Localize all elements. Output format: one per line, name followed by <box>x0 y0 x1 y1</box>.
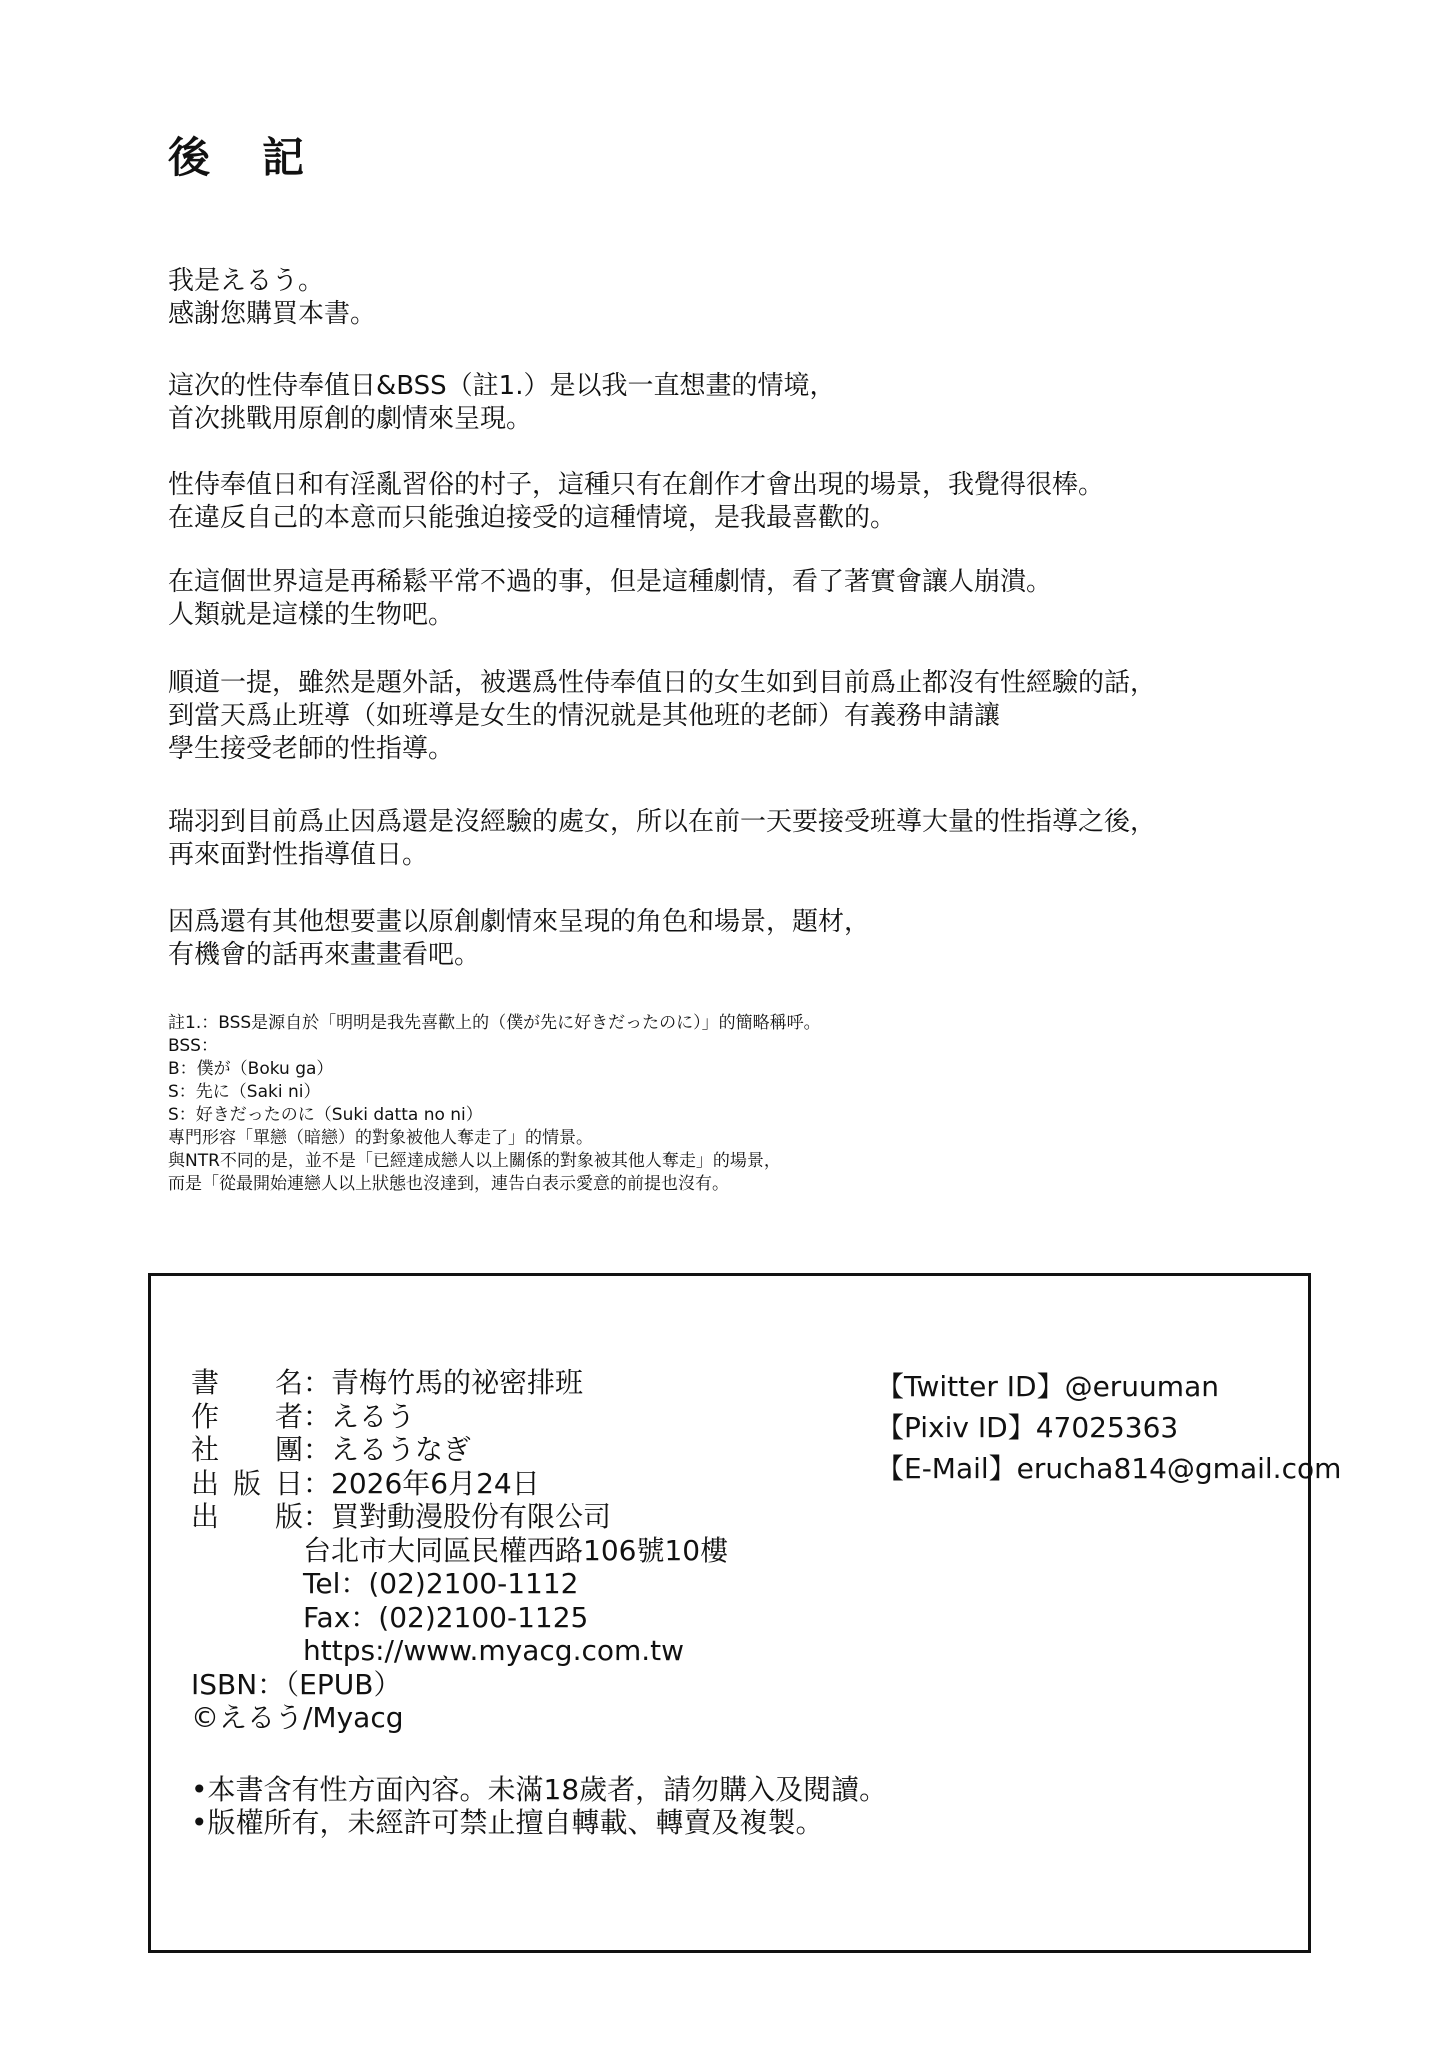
publish-date-label: 出版日 <box>191 1466 303 1500</box>
publisher-address: 台北市大同區民權西路106號10樓 <box>303 1533 729 1567</box>
colon: ： <box>303 1433 332 1466</box>
notices <box>191 1773 887 1839</box>
email: 【E-Mail】erucha814@gmail.com <box>876 1452 1342 1485</box>
paragraph-line: 人類就是這樣的生物吧。 <box>168 600 455 630</box>
paragraph <box>168 906 1328 972</box>
footnote-line: 而是「從最開始連戀人以上狀態也沒達到，連告白表示愛意的前提也沒有。 <box>168 1174 729 1194</box>
circle-row <box>191 1433 728 1467</box>
paragraph-line: 瑞羽到目前爲止因爲還是沒經驗的處女，所以在前一天要接受班導大量的性指導之後， <box>168 807 1157 837</box>
publisher-label: 出版 <box>191 1500 303 1533</box>
page-title: 後記 <box>168 133 357 182</box>
book-title-row <box>191 1366 728 1400</box>
colophon-box <box>148 1273 1342 1953</box>
paragraph-line: 首次挑戰用原創的劇情來呈現。 <box>168 404 533 434</box>
publisher-row <box>191 1500 728 1534</box>
publish-date-row <box>191 1467 728 1501</box>
publisher-fax: Fax：(02)2100-1125 <box>303 1600 589 1634</box>
publish-date-value: 2026年6月24日 <box>331 1466 540 1500</box>
paragraph-line: 感謝您購買本書。 <box>168 299 377 329</box>
author-row <box>191 1400 728 1434</box>
paragraph-line: 因爲還有其他想要畫以原創劇情來呈現的角色和場景，題材， <box>168 907 871 937</box>
publisher-website: https://www.myacg.com.tw <box>303 1634 685 1667</box>
copyright: ©えるう/Myacg <box>191 1701 404 1734</box>
colon: ： <box>303 1500 332 1533</box>
paragraph-line: 有機會的話再來畫畫看吧。 <box>168 940 481 970</box>
isbn: ISBN：（EPUB） <box>191 1667 402 1701</box>
paragraph <box>168 566 1328 632</box>
colon: ： <box>303 1399 332 1433</box>
footnote-line: BSS： <box>168 1036 218 1056</box>
footnote-line: 專門形容「單戀（暗戀）的對象被他人奪走了」的情景。 <box>168 1128 593 1148</box>
publisher-value: 買對動漫股份有限公司 <box>331 1500 612 1533</box>
publisher-tel: Tel：(02)2100-1112 <box>303 1567 579 1600</box>
paragraph-line: 性侍奉值日和有淫亂習俗的村子，這種只有在創作才會出現的場景，我覺得很棒。 <box>168 470 1105 500</box>
colon: ： <box>303 1466 332 1500</box>
footnotes <box>168 1012 821 1196</box>
paragraph-line: 順道一提，雖然是題外話，被選爲性侍奉值日的女生如到目前爲止都沒有性經驗的話， <box>168 668 1157 698</box>
colon: ： <box>303 1366 332 1399</box>
paragraph-line: 再來面對性指導值日。 <box>168 840 429 870</box>
circle-value: えるうなぎ <box>331 1433 472 1466</box>
paragraph-line: 學生接受老師的性指導。 <box>168 734 455 764</box>
author-value: えるう <box>331 1399 416 1433</box>
paragraph-line: 到當天爲止班導（如班導是女生的情況就是其他班的老師）有義務申請讓 <box>168 701 1001 731</box>
circle-label: 社團 <box>191 1433 303 1466</box>
footnote-line: 註1.：BSS是源自於「明明是我先喜歡上的（僕が先に好きだったのに）」的簡略稱呼。 <box>168 1013 821 1033</box>
copyright-notice: •版權所有，未經許可禁止擅自轉載、轉賣及複製。 <box>191 1806 824 1839</box>
paragraph <box>168 265 1328 331</box>
paragraph-line: 我是えるう。 <box>168 266 325 296</box>
paragraph-line: 這次的性侍奉值日&BSS（註1.）是以我一直想畫的情境， <box>168 371 836 401</box>
footnote-line: S：先に（Saki ni） <box>168 1082 321 1102</box>
paragraph <box>168 667 1328 766</box>
pixiv-id: 【Pixiv ID】47025363 <box>876 1411 1179 1444</box>
footnote-line: B：僕が（Boku ga） <box>168 1059 334 1079</box>
author-label: 作者 <box>191 1399 303 1433</box>
twitter-id: 【Twitter ID】@eruuman <box>876 1370 1219 1403</box>
footnote-line: 與NTR不同的是，並不是「已經達成戀人以上關係的對象被其他人奪走」的場景， <box>168 1151 781 1171</box>
paragraph-line: 在違反自己的本意而只能強迫接受的這種情境，是我最喜歡的。 <box>168 503 897 533</box>
author-contacts <box>876 1366 1341 1489</box>
paragraph <box>168 469 1328 535</box>
book-title-label: 書名 <box>191 1366 303 1399</box>
paragraph <box>168 806 1328 872</box>
paragraph-line: 在這個世界這是再稀鬆平常不過的事，但是這種劇情，看了著實會讓人崩潰。 <box>168 567 1053 597</box>
footnote-line: S：好きだったのに（Suki datta no ni） <box>168 1105 483 1125</box>
age-warning: •本書含有性方面內容。未滿18歲者，請勿購入及閱讀。 <box>191 1773 888 1806</box>
book-title-value: 青梅竹馬的祕密排班 <box>331 1366 584 1399</box>
colophon-info <box>191 1366 728 1735</box>
paragraph <box>168 370 1328 436</box>
